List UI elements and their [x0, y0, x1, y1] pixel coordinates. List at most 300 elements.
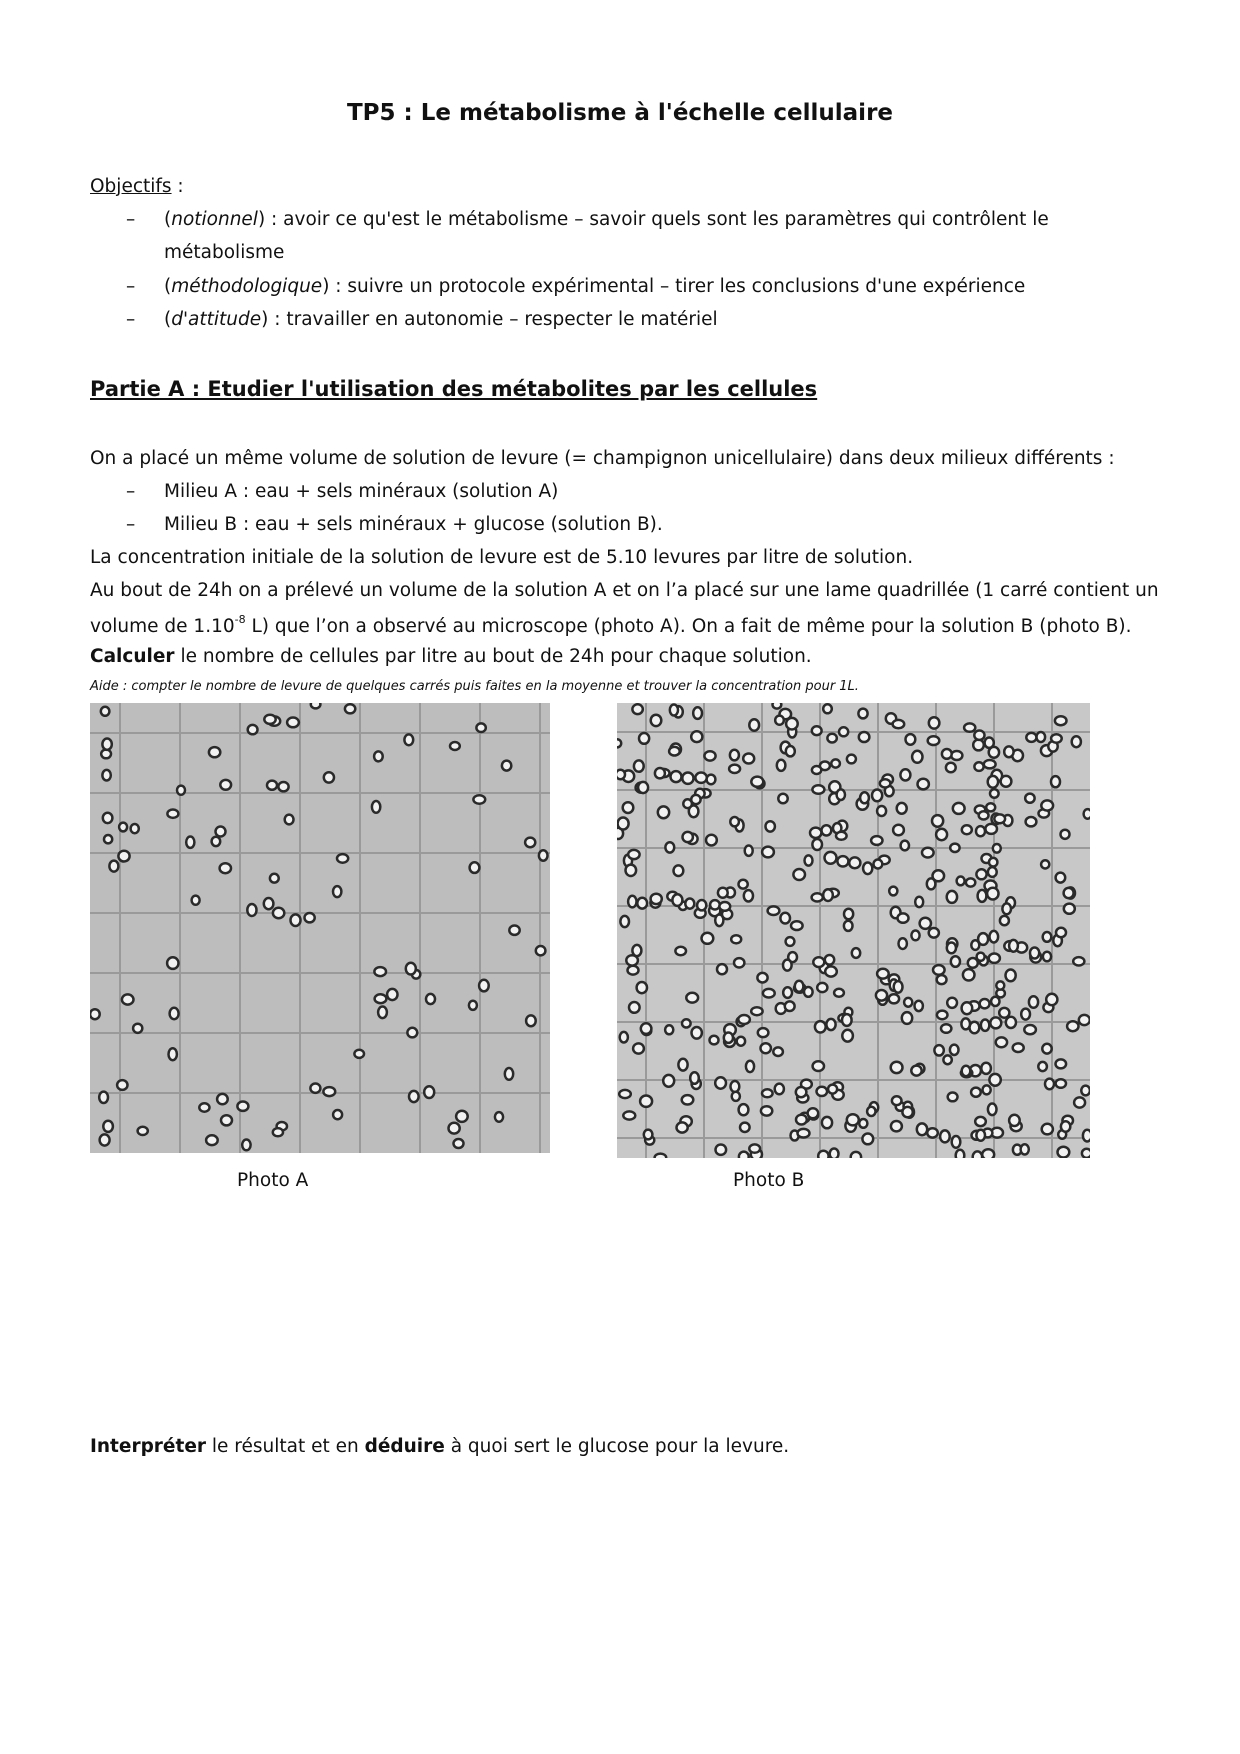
yeast-cell	[786, 937, 795, 946]
yeast-cell	[951, 956, 960, 967]
yeast-cell	[962, 825, 972, 834]
yeast-cell	[479, 980, 489, 992]
yeast-cell	[744, 890, 753, 901]
yeast-cell	[743, 754, 754, 764]
yeast-cell	[891, 1062, 903, 1073]
yeast-cell	[716, 1145, 727, 1155]
objectif-item-continuation: métabolisme	[164, 242, 285, 263]
yeast-cell	[1043, 932, 1052, 942]
yeast-cell	[1061, 1121, 1070, 1131]
yeast-cell	[1041, 800, 1053, 810]
yeast-cell	[918, 779, 929, 790]
yeast-cell	[948, 1093, 958, 1102]
yeast-cell	[628, 966, 639, 975]
yeast-cell	[1046, 994, 1057, 1005]
objectifs-suffix: :	[171, 176, 184, 197]
yeast-cell	[996, 1037, 1007, 1047]
page-title: TP5 : Le métabolisme à l'échelle cellulaire	[346, 100, 894, 126]
yeast-cell	[751, 777, 763, 787]
yeast-cell	[206, 1135, 218, 1145]
yeast-cell	[852, 948, 860, 958]
yeast-cell	[893, 720, 905, 728]
yeast-cell	[620, 1032, 628, 1043]
yeast-cell	[804, 987, 813, 997]
yeast-cell	[1001, 776, 1012, 787]
yeast-cell	[999, 1008, 1009, 1018]
yeast-cell	[1024, 1025, 1036, 1034]
yeast-cell	[757, 973, 767, 983]
objectif-text: ) : avoir ce qu'est le métabolisme – savoir quels sont les paramètres qui contrôlent le	[257, 209, 1049, 230]
yeast-cell	[877, 806, 886, 816]
yeast-cell	[932, 815, 943, 827]
yeast-cell	[808, 1108, 819, 1118]
yeast-cell	[915, 897, 923, 907]
yeast-cell	[929, 717, 940, 728]
photo-b-micrograph	[617, 703, 1090, 1158]
yeast-cell	[691, 731, 702, 742]
yeast-cell	[1058, 1147, 1070, 1158]
bullet-dash: –	[126, 209, 136, 230]
yeast-cell	[287, 718, 299, 728]
yeast-cell	[220, 863, 231, 873]
photo-background	[617, 703, 1090, 1158]
yeast-cell	[947, 891, 957, 903]
yeast-cell	[785, 1001, 795, 1011]
yeast-cell	[988, 1104, 997, 1116]
yeast-cell	[104, 835, 112, 843]
yeast-cell	[780, 913, 790, 924]
yeast-cell	[118, 851, 129, 862]
yeast-cell	[786, 746, 795, 756]
yeast-cell	[690, 1072, 699, 1084]
yeast-cell	[952, 1136, 961, 1148]
yeast-cell	[333, 1110, 342, 1119]
yeast-cell	[273, 908, 284, 918]
bullet-dash: –	[126, 276, 136, 297]
yeast-cell	[928, 736, 940, 745]
yeast-cell	[378, 1007, 387, 1019]
yeast-cell	[943, 1055, 951, 1064]
calculer-bold: Calculer	[90, 646, 175, 667]
yeast-cell	[984, 760, 996, 768]
interpreter-mid: le résultat et en	[206, 1436, 365, 1457]
yeast-cell	[763, 989, 775, 998]
yeast-cell	[817, 983, 827, 992]
yeast-cell	[796, 1087, 807, 1097]
yeast-cell	[989, 858, 997, 867]
yeast-cell	[133, 1024, 142, 1033]
yeast-cell	[122, 994, 134, 1004]
yeast-cell	[628, 896, 636, 908]
yeast-cell	[1056, 928, 1066, 937]
yeast-cell	[981, 1020, 989, 1031]
yeast-cell	[860, 792, 869, 803]
yeast-cell	[815, 1021, 826, 1032]
yeast-cell	[1074, 1097, 1085, 1107]
calculer-instruction	[90, 646, 812, 667]
yeast-cell	[1021, 1009, 1030, 1020]
yeast-cell	[831, 759, 840, 767]
yeast-cell	[836, 832, 847, 840]
yeast-cell	[99, 1092, 108, 1103]
volume-rest: L) que l’on a observé au microscope (photo A). On a fait de même pour la solution B (photo B).	[245, 616, 1132, 637]
yeast-cell	[1067, 1021, 1078, 1031]
yeast-cell	[220, 780, 231, 790]
yeast-cell	[993, 844, 1001, 853]
yeast-cell	[628, 850, 639, 859]
bullet-dash: –	[126, 481, 136, 502]
yeast-cell	[264, 898, 274, 909]
yeast-cell	[617, 770, 625, 779]
yeast-cell	[710, 900, 720, 909]
yeast-cell	[778, 794, 787, 804]
aide-hint: Aide : compter le nombre de levure de quelques carrés puis faites en la moyenne et trouver la concentration pour 1L.	[90, 679, 859, 694]
yeast-cell	[805, 855, 813, 865]
yeast-cell	[1009, 940, 1018, 952]
yeast-cell	[103, 813, 113, 823]
yeast-cell	[337, 854, 348, 863]
yeast-cell	[731, 1081, 740, 1092]
yeast-cell	[892, 1096, 902, 1105]
yeast-cell	[1072, 736, 1081, 747]
yeast-cell	[495, 1112, 503, 1122]
yeast-cell	[177, 786, 185, 795]
yeast-cell	[730, 817, 739, 826]
yeast-cell	[973, 1151, 982, 1158]
yeast-cell	[982, 1149, 994, 1158]
yeast-cell	[456, 1111, 468, 1122]
yeast-cell	[702, 933, 714, 944]
yeast-cell	[1030, 948, 1039, 959]
yeast-cell	[639, 733, 649, 744]
yeast-cell	[985, 738, 994, 748]
yeast-cell	[715, 1077, 726, 1088]
yeast-cell	[826, 1019, 835, 1030]
yeast-cell	[990, 1017, 1001, 1028]
yeast-cell	[102, 739, 111, 750]
yeast-cell	[745, 846, 753, 856]
photo-a-micrograph	[90, 703, 550, 1153]
yeast-cell	[920, 918, 931, 929]
yeast-cell	[704, 751, 715, 760]
yeast-cell	[842, 1014, 852, 1026]
yeast-cell	[217, 1094, 228, 1104]
yeast-cell	[1064, 904, 1075, 914]
yeast-cell	[264, 715, 275, 724]
yeast-cell	[619, 1090, 631, 1098]
yeast-cell	[927, 878, 936, 889]
yeast-cell	[922, 848, 934, 858]
yeast-cell	[739, 880, 748, 889]
yeast-cell	[324, 772, 334, 782]
yeast-cell	[912, 751, 922, 763]
yeast-cell	[278, 782, 288, 791]
yeast-cell	[374, 751, 383, 761]
yeast-cell	[830, 1149, 839, 1159]
yeast-cell	[971, 1088, 981, 1097]
yeast-cell	[786, 718, 798, 730]
yeast-cell	[775, 1084, 784, 1095]
yeast-cell	[1006, 1017, 1016, 1028]
yeast-cell	[167, 810, 178, 818]
yeast-cell	[311, 703, 321, 708]
yeast-cell	[372, 801, 380, 813]
yeast-cell	[100, 1134, 110, 1145]
yeast-cell	[730, 750, 739, 761]
yeast-cell	[669, 747, 680, 756]
yeast-cell	[813, 957, 824, 967]
yeast-cell	[623, 1111, 635, 1119]
yeast-cell	[724, 1033, 733, 1043]
yeast-cell	[902, 1107, 912, 1117]
yeast-cell	[199, 1103, 209, 1111]
yeast-cell	[990, 931, 999, 943]
yeast-cell	[170, 1008, 179, 1019]
yeast-cell	[871, 836, 882, 845]
yeast-cell	[707, 775, 716, 785]
yeast-cell	[1079, 1015, 1090, 1025]
yeast-cell	[426, 994, 435, 1004]
yeast-cell	[247, 904, 256, 916]
yeast-cell	[762, 847, 774, 858]
yeast-cell	[812, 785, 824, 794]
yeast-cell	[937, 1011, 948, 1020]
yeast-cell	[915, 1001, 923, 1011]
objectif-text: ) : suivre un protocole expérimental – tirer les conclusions d'une expérience	[322, 276, 1026, 297]
yeast-cell	[167, 957, 178, 969]
yeast-cell	[768, 906, 780, 915]
yeast-cell	[692, 1027, 702, 1039]
yeast-cell	[536, 946, 546, 955]
yeast-cell	[1043, 952, 1051, 962]
yeast-cell	[682, 773, 693, 784]
objectif-item: (notionnel) : avoir ce qu'est le métabolisme – savoir quels sont les paramètres qui contrôlent le	[164, 209, 1049, 230]
yeast-cell	[929, 928, 939, 938]
yeast-cell	[751, 1007, 762, 1015]
yeast-cell	[1051, 776, 1060, 787]
yeast-cell	[947, 998, 957, 1008]
yeast-cell	[476, 723, 485, 732]
yeast-cell	[525, 838, 535, 848]
yeast-cell	[898, 913, 909, 922]
yeast-cell	[977, 953, 985, 961]
yeast-cell	[783, 960, 792, 971]
yeast-cell	[270, 874, 279, 883]
bullet-dash: –	[126, 514, 136, 535]
yeast-cell	[872, 790, 882, 802]
yeast-cell	[1000, 916, 1009, 925]
yeast-cell	[917, 1123, 927, 1135]
yeast-cell	[810, 828, 821, 838]
yeast-cell	[738, 1015, 750, 1024]
yeast-cell	[731, 935, 741, 943]
yeast-cell	[1051, 734, 1062, 742]
yeast-cell	[902, 1012, 912, 1024]
yeast-cell	[1026, 817, 1037, 826]
yeast-cell	[695, 773, 706, 783]
yeast-cell	[1042, 1124, 1053, 1135]
yeast-cell	[267, 781, 277, 790]
exponent: -8	[234, 613, 246, 626]
yeast-cell	[424, 1086, 434, 1098]
yeast-cell	[192, 896, 200, 905]
yeast-cell	[927, 1128, 938, 1137]
yeast-cell	[834, 989, 844, 997]
yeast-cell	[623, 802, 634, 813]
yeast-cell	[1002, 903, 1011, 914]
yeast-cell	[862, 1134, 873, 1145]
yeast-cell	[813, 1061, 824, 1071]
yeast-cell	[974, 731, 984, 740]
yeast-cell	[961, 1018, 970, 1029]
photo-b-svg	[617, 703, 1090, 1158]
objectif-tag: notionnel	[171, 209, 258, 230]
yeast-cell	[942, 749, 952, 759]
yeast-cell	[941, 1024, 951, 1033]
yeast-cell	[880, 779, 891, 787]
yeast-cell	[953, 803, 965, 814]
yeast-cell	[859, 1119, 867, 1128]
yeast-cell	[672, 894, 682, 906]
yeast-cell	[746, 1061, 754, 1072]
yeast-cell	[989, 1074, 1000, 1086]
yeast-cell	[976, 826, 985, 836]
yeast-cell	[641, 1023, 652, 1034]
yeast-cell	[117, 1080, 127, 1090]
yeast-cell	[119, 823, 127, 832]
bullet-dash: –	[126, 309, 136, 330]
yeast-cell	[634, 760, 644, 771]
yeast-cell	[899, 938, 907, 949]
yeast-cell	[847, 755, 856, 764]
yeast-cell	[221, 1115, 232, 1125]
yeast-cell	[971, 940, 979, 950]
yeast-cell	[976, 1130, 985, 1141]
yeast-cell	[894, 981, 903, 993]
yeast-cell	[991, 997, 999, 1006]
yeast-cell	[719, 902, 730, 911]
yeast-cell	[825, 966, 837, 976]
yeast-cell	[825, 852, 837, 864]
yeast-cell	[626, 865, 637, 876]
yeast-cell	[981, 1063, 991, 1074]
yeast-cell	[310, 1084, 320, 1093]
yeast-cell	[732, 1092, 740, 1101]
yeast-cell	[877, 969, 889, 979]
section-heading: Partie A : Etudier l'utilisation des métabolites par les cellules	[90, 377, 818, 401]
yeast-cell	[775, 716, 784, 725]
yeast-cell	[783, 987, 792, 998]
yeast-cell	[749, 1144, 760, 1152]
yeast-cell	[822, 825, 832, 835]
prelevement-line-2	[90, 613, 1131, 637]
yeast-cell	[640, 1096, 652, 1107]
yeast-cell	[305, 913, 315, 922]
yeast-cell	[216, 827, 226, 837]
yeast-cell	[988, 867, 997, 877]
yeast-cell	[812, 893, 823, 901]
yeast-cell	[739, 1152, 749, 1158]
yeast-cell	[209, 747, 220, 757]
yeast-cell	[988, 776, 998, 788]
yeast-cell	[710, 1036, 719, 1045]
yeast-cell	[823, 704, 832, 713]
yeast-cell	[1041, 860, 1049, 868]
photo-a-svg	[90, 703, 550, 1153]
yeast-cell	[1037, 732, 1046, 742]
yeast-cell	[1013, 1043, 1024, 1052]
photo-b-caption: Photo B	[733, 1170, 805, 1191]
yeast-cell	[957, 877, 965, 886]
interpreter-bold: Interpréter	[90, 1436, 206, 1457]
yeast-cell	[663, 1075, 674, 1087]
yeast-cell	[618, 818, 629, 830]
yeast-cell	[904, 998, 912, 1007]
yeast-cell	[1038, 1062, 1047, 1071]
yeast-cell	[169, 1048, 177, 1060]
yeast-cell	[773, 1047, 783, 1056]
yeast-cell	[186, 837, 194, 848]
yeast-cell	[333, 886, 341, 897]
yeast-cell	[762, 1089, 773, 1097]
yeast-cell	[323, 1087, 335, 1096]
yeast-cell	[655, 768, 665, 778]
yeast-cell	[1064, 888, 1074, 898]
yeast-cell	[685, 899, 694, 909]
yeast-cell	[962, 1066, 971, 1076]
yeast-cell	[1045, 1079, 1054, 1090]
yeast-cell	[285, 815, 294, 825]
yeast-cell	[1021, 1144, 1029, 1154]
yeast-cell	[766, 821, 775, 831]
yeast-cell	[906, 734, 916, 745]
deduire-bold: déduire	[364, 1436, 445, 1457]
yeast-cell	[795, 981, 804, 992]
yeast-cell	[1055, 716, 1067, 725]
yeast-cell	[858, 709, 867, 719]
yeast-cell	[354, 1050, 364, 1058]
yeast-cell	[1061, 830, 1070, 839]
prelevement-line-1: Au bout de 24h on a prélevé un volume de la solution A et on l’a placé sur une lame quadrillée (1 carré contient un	[90, 580, 1159, 601]
photo-a-caption: Photo A	[237, 1170, 309, 1191]
yeast-cell	[644, 1130, 653, 1140]
yeast-cell	[409, 1091, 419, 1102]
yeast-cell	[407, 1028, 417, 1038]
yeast-cell	[1009, 1115, 1020, 1126]
yeast-cell	[406, 963, 416, 975]
yeast-cell	[793, 869, 805, 880]
yeast-cell	[837, 789, 845, 800]
yeast-cell	[844, 909, 853, 920]
yeast-cell	[675, 947, 686, 955]
intro-paragraph: On a placé un même volume de solution de levure (= champignon unicellulaire) dans deux milieux différents :	[90, 448, 1115, 469]
yeast-cell	[798, 1129, 810, 1138]
yeast-cell	[1082, 1149, 1090, 1158]
yeast-cell	[1029, 996, 1038, 1008]
yeast-cell	[103, 1121, 113, 1132]
yeast-cell	[849, 857, 860, 868]
yeast-cell	[983, 1085, 991, 1094]
yeast-cell	[827, 734, 836, 743]
yeast-cell	[291, 914, 301, 926]
yeast-cell	[633, 1043, 644, 1053]
yeast-cell	[937, 975, 947, 984]
yeast-cell	[847, 1114, 859, 1125]
yeast-cell	[946, 763, 956, 773]
yeast-cell	[651, 715, 662, 726]
yeast-cell	[828, 1085, 837, 1094]
yeast-cell	[994, 814, 1005, 823]
